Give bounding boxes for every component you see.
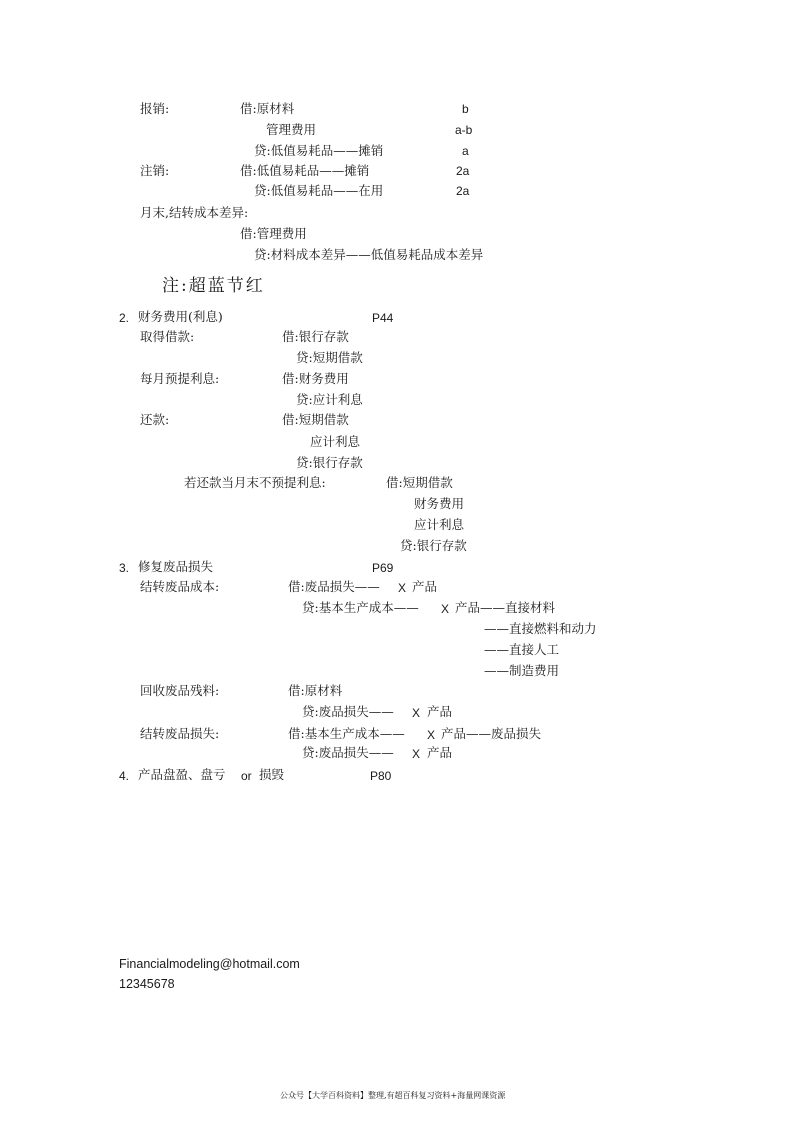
yuemo-line-2: 贷:材料成本差异——低值易耗品成本差异 [254,247,484,262]
s2-no-accrue-credit: 贷:银行存款 [400,538,467,553]
zhuxiao-amount-1: 2a [456,164,470,178]
s3-salvage-label: 回收废品残料: [140,683,220,698]
s2-repay-debit-1: 借:短期借款 [282,412,349,427]
baoxiao-amount-3: a [462,144,469,158]
s3-scrap-cost-label: 结转废品成本: [140,579,220,594]
section-4-number: 4. [119,769,130,783]
zhuxiao-line-2: 贷:低值易耗品——在用 [254,183,384,198]
s2-repay-debit-2: 应计利息 [310,434,361,449]
s2-no-accrue-debit-3: 应计利息 [414,517,465,532]
s3-scrap-cost-debit: 借:废品损失—— [288,579,380,594]
zhuxiao-label: 注销: [140,163,170,178]
baoxiao-label: 报销: [140,101,170,116]
baoxiao-line-1: 借:原材料 [240,101,295,116]
contact-email: Financialmodeling@hotmail.com [119,957,300,971]
section-4-title: 产品盘盈、盘亏 [138,767,226,782]
s2-accrue-label: 每月预提利息: [140,371,220,386]
s3-loss-credit-product: 产品 [427,745,453,760]
s3-scrap-cost-debit-x: X [398,581,407,595]
section-3-title: 修复废品损失 [138,559,214,574]
s3-scrap-cost-labor: ——直接人工 [484,642,560,657]
note-heading: 注:超蓝节红 [162,276,265,296]
s2-no-accrue-debit-2: 财务费用 [414,496,465,511]
s3-scrap-cost-fuel: ——直接燃料和动力 [484,621,597,636]
s3-scrap-cost-overhead: ——制造费用 [484,663,560,678]
s2-borrow-label: 取得借款: [140,329,195,344]
yuemo-label: 月末,结转成本差异: [140,205,249,220]
section-4-or: or [241,769,252,783]
s3-loss-label: 结转废品损失: [140,726,220,741]
s3-loss-debit: 借:基本生产成本—— [288,726,405,741]
s2-no-accrue-label: 若还款当月末不预提利息: [184,475,326,490]
section-2-number: 2. [119,311,130,325]
s3-salvage-debit: 借:原材料 [288,683,343,698]
yuemo-line-1: 借:管理费用 [240,226,307,241]
s3-loss-credit: 贷:废品损失—— [302,745,394,760]
s2-borrow-debit: 借:银行存款 [282,329,349,344]
s3-salvage-credit-x: X [412,706,421,720]
section-2-page: P44 [372,311,394,325]
section-4-page: P80 [370,769,392,783]
s2-borrow-credit: 贷:短期借款 [296,350,363,365]
s3-salvage-credit-product: 产品 [427,704,453,719]
section-3-number: 3. [119,561,130,575]
s3-salvage-credit: 贷:废品损失—— [302,704,394,719]
s3-loss-credit-x: X [412,747,421,761]
s3-scrap-cost-credit-product: 产品——直接材料 [455,600,556,615]
section-4-title-2: 损毁 [259,767,285,782]
zhuxiao-line-1: 借:低值易耗品——摊销 [240,163,370,178]
baoxiao-line-2: 管理费用 [266,122,317,137]
baoxiao-amount-1: b [462,102,469,116]
s2-repay-credit: 贷:银行存款 [296,455,363,470]
s3-scrap-cost-debit-product: 产品 [412,579,438,594]
s2-accrue-credit: 贷:应计利息 [296,392,363,407]
s3-scrap-cost-credit-x: X [441,602,450,616]
s3-loss-debit-x: X [427,728,436,742]
s2-accrue-debit: 借:财务费用 [282,371,349,386]
zhuxiao-amount-2: 2a [456,184,470,198]
s3-scrap-cost-credit: 贷:基本生产成本—— [302,600,419,615]
s2-no-accrue-debit-1: 借:短期借款 [386,475,453,490]
s2-repay-label: 还款: [140,412,170,427]
s3-loss-debit-product: 产品——废品损失 [441,726,542,741]
section-2-title: 财务费用(利息) [138,309,223,324]
page-footer: 公众号【大学百科资料】整理,有超百科复习资料+海量网课资源 [280,1091,506,1100]
baoxiao-amount-2: a-b [455,123,473,137]
contact-number: 12345678 [119,977,175,991]
section-3-page: P69 [372,561,394,575]
baoxiao-line-3: 贷:低值易耗品——摊销 [254,143,384,158]
